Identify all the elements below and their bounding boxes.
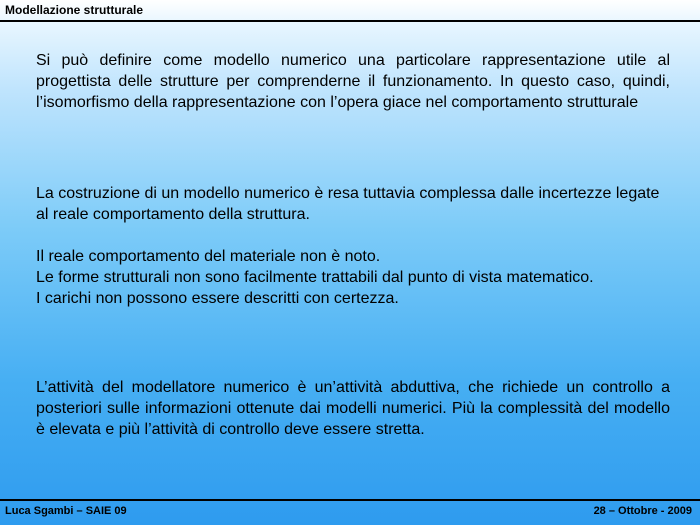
footer-author: Luca Sgambi – SAIE 09	[5, 505, 127, 517]
footer-date: 28 – Ottobre - 2009	[593, 505, 692, 517]
paragraph-text: La costruzione di un modello numerico è resa tuttavia complessa dalle incertezze legate al reale comportamento della struttura.	[36, 185, 660, 223]
list-item: Le forme strutturali non sono facilmente trattabili dal punto di vista matematico.	[36, 269, 594, 286]
uncertainty-list	[36, 246, 670, 309]
list-item: I carichi non possono essere descritti con certezza.	[36, 290, 399, 307]
slide-header-title: Modellazione strutturale	[5, 3, 144, 17]
footer-divider	[0, 499, 700, 501]
paragraph-abductive	[36, 377, 670, 440]
paragraph-definition	[36, 50, 670, 113]
list-item: Il reale comportamento del materiale non è noto.	[36, 248, 381, 265]
paragraph-text: Si può definire come modello numerico una particolare rappresentazione utile al progettista delle strutture per comprenderne il funzionamento. In questo caso, quindi, l’isomorfismo della rappresentazione con l’opera giace nel comportamento strutturale	[36, 52, 670, 111]
paragraph-text: L’attività del modellatore numerico è un’attività abduttiva, che richiede un controllo a posteriori sulle informazioni ottenute dai modelli numerici. Più la complessità del modello è elevata e più l’attività di controllo deve essere stretta.	[36, 379, 670, 438]
header-divider	[0, 20, 700, 22]
paragraph-complexity	[36, 183, 670, 225]
